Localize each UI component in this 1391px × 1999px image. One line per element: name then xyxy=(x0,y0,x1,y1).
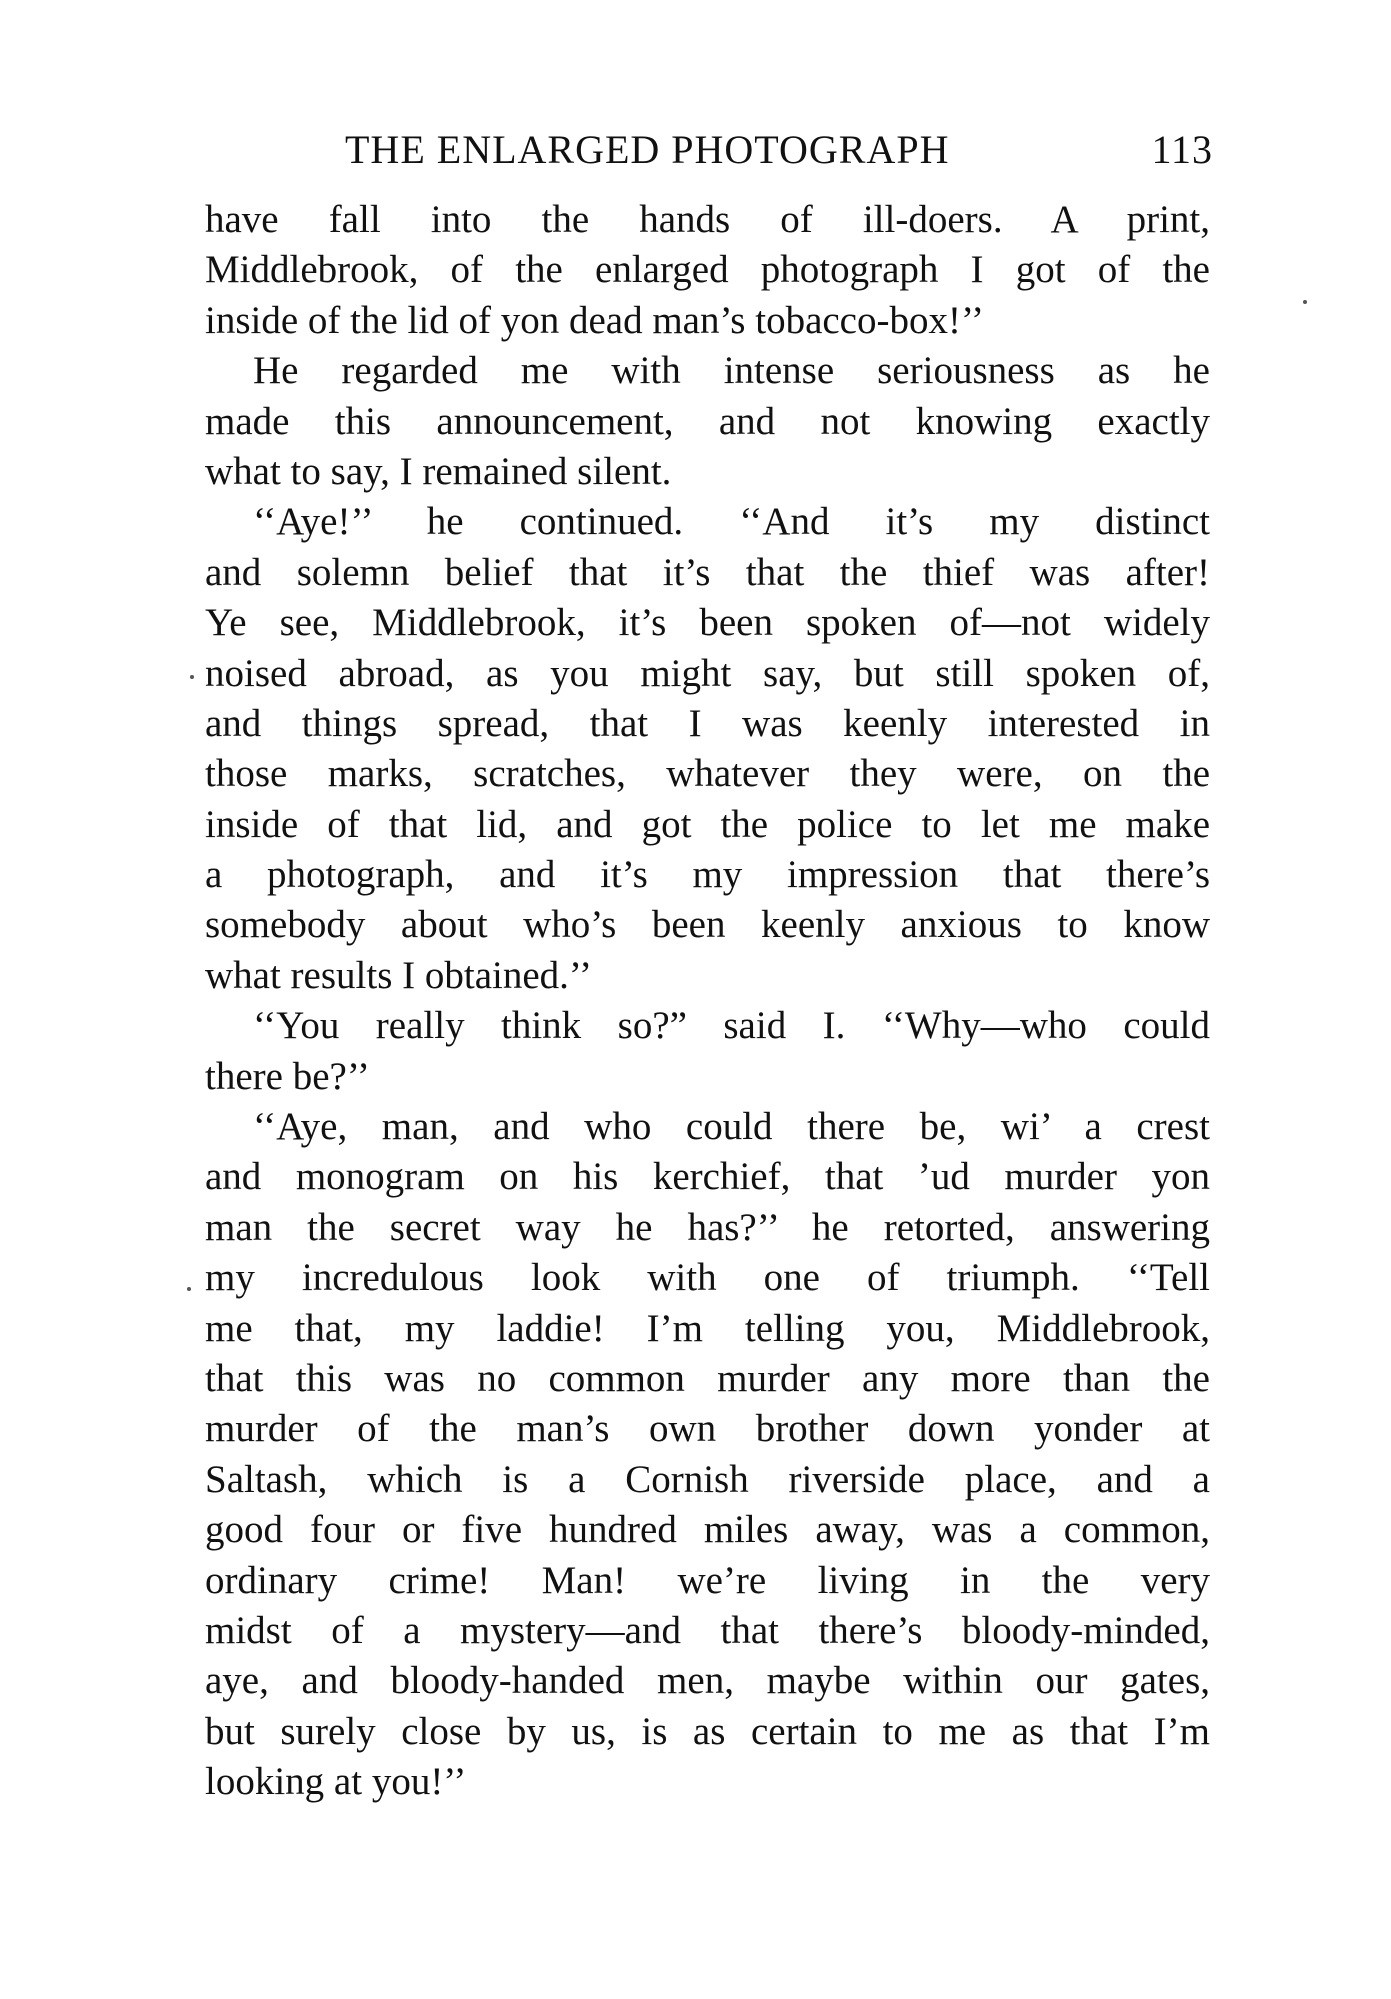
text-line: murder of the man’s own brother down yonder at xyxy=(205,1407,1210,1451)
text-line: inside of that lid, and got the police to let me make xyxy=(205,802,1210,846)
scan-speck xyxy=(187,1287,191,1291)
text-line: noised abroad, as you might say, but still spoken of, xyxy=(205,651,1210,695)
text-line: my incredulous look with one of triumph. ‘‘Tell xyxy=(205,1256,1210,1300)
text-line: there be?’’ xyxy=(205,1054,370,1098)
text-line: what results I obtained.’’ xyxy=(205,953,592,997)
text-line: ordinary crime! Man! we’re living in the very xyxy=(205,1558,1210,1602)
text-line: somebody about who’s been keenly anxious to know xyxy=(205,903,1210,947)
scan-speck xyxy=(1303,300,1307,304)
text-line: inside of the lid of yon dead man’s tobacco-box!’’ xyxy=(205,298,985,342)
text-line: and monogram on his kerchief, that ’ud murder yon xyxy=(205,1155,1210,1199)
page-number: 113 xyxy=(1151,127,1213,172)
text-line: Saltash, which is a Cornish riverside place, and a xyxy=(205,1457,1210,1501)
text-line: that this was no common murder any more than the xyxy=(205,1356,1210,1400)
text-line: Ye see, Middlebrook, it’s been spoken of—not widely xyxy=(205,601,1210,645)
text-line: me that, my laddie! I’m telling you, Middlebrook, xyxy=(205,1306,1210,1350)
text-line: those marks, scratches, whatever they were, on the xyxy=(205,752,1210,796)
text-line: He regarded me with intense seriousness as he xyxy=(253,349,1210,393)
text-line: but surely close by us, is as certain to me as that I’m xyxy=(205,1709,1210,1753)
text-line: a photograph, and it’s my impression that there’s xyxy=(205,853,1210,897)
text-line: aye, and bloody-handed men, maybe within our gates, xyxy=(205,1659,1210,1703)
text-line: what to say, I remained silent. xyxy=(205,449,672,493)
running-title: THE ENLARGED PHOTOGRAPH xyxy=(345,127,950,172)
text-line: man the secret way he has?’’ he retorted, answering xyxy=(205,1205,1210,1249)
body-text xyxy=(205,195,1210,1808)
text-line: have fall into the hands of ill-doers. A print, xyxy=(205,198,1210,241)
text-line: good four or five hundred miles away, was a common, xyxy=(205,1508,1210,1552)
text-line: looking at you!’’ xyxy=(205,1760,467,1804)
text-line: Middlebrook, of the enlarged photograph I got of the xyxy=(205,248,1210,292)
text-line: and solemn belief that it’s that the thief was after! xyxy=(205,550,1210,594)
text-line: ‘‘Aye, man, and who could there be, wi’ a crest xyxy=(253,1105,1210,1149)
text-line: made this announcement, and not knowing exactly xyxy=(205,399,1210,443)
text-line: ‘‘Aye!’’ he continued. ‘‘And it’s my distinct xyxy=(253,500,1210,544)
page-header xyxy=(205,126,1213,184)
scan-speck xyxy=(190,675,194,679)
text-line: and things spread, that I was keenly interested in xyxy=(205,701,1210,745)
text-line: midst of a mystery—and that there’s bloody-minded, xyxy=(205,1608,1210,1652)
text-line: ‘‘You really think so?” said I. ‘‘Why—who could xyxy=(253,1004,1210,1048)
